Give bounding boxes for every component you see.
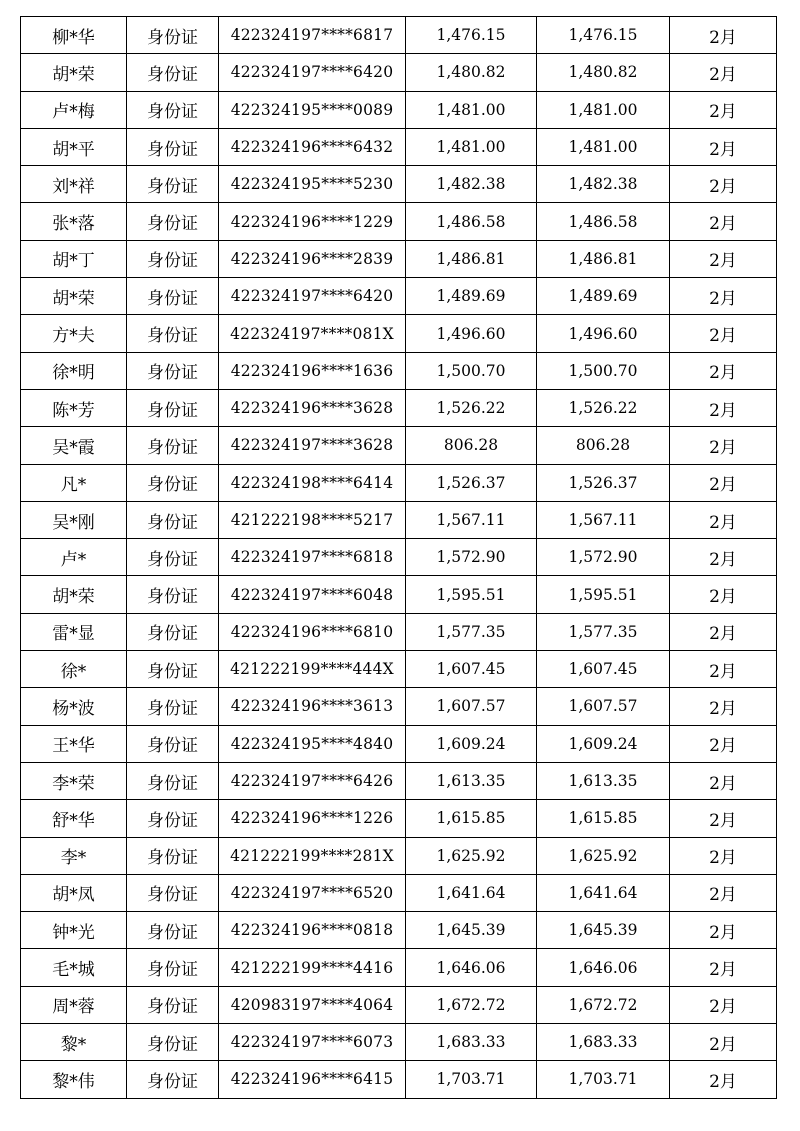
person-name-cell: 周*蓉: [21, 986, 127, 1023]
table-row: [21, 986, 777, 1023]
amount-cell: 1,482.38: [406, 166, 537, 203]
person-name-cell: 胡*平: [21, 128, 127, 165]
id-number-cell: 422324196****0818: [219, 912, 406, 949]
table-row: [21, 91, 777, 128]
id-number-cell: 422324198****6414: [219, 464, 406, 501]
person-name-cell: 李*: [21, 837, 127, 874]
person-name-cell: 刘*祥: [21, 166, 127, 203]
id-number-cell: 421222198****5217: [219, 501, 406, 538]
table-row: [21, 837, 777, 874]
person-name-cell: 卢*梅: [21, 91, 127, 128]
month-cell: 2月: [670, 837, 777, 874]
amount-paid-cell: 1,476.15: [537, 17, 670, 54]
amount-paid-cell: 1,481.00: [537, 128, 670, 165]
id-number-cell: 422324196****1636: [219, 352, 406, 389]
id-type-cell: 身份证: [127, 1024, 219, 1061]
amount-cell: 1,615.85: [406, 800, 537, 837]
id-type-cell: 身份证: [127, 576, 219, 613]
amount-cell: 1,476.15: [406, 17, 537, 54]
amount-cell: 1,625.92: [406, 837, 537, 874]
amount-paid-cell: 1,480.82: [537, 54, 670, 91]
id-type-cell: 身份证: [127, 1061, 219, 1098]
id-number-cell: 422324197****6420: [219, 54, 406, 91]
month-cell: 2月: [670, 128, 777, 165]
amount-cell: 1,646.06: [406, 949, 537, 986]
amount-paid-cell: 1,613.35: [537, 762, 670, 799]
amount-cell: 1,613.35: [406, 762, 537, 799]
id-type-cell: 身份证: [127, 203, 219, 240]
table-row: [21, 725, 777, 762]
person-name-cell: 李*荣: [21, 762, 127, 799]
amount-paid-cell: 1,486.81: [537, 240, 670, 277]
id-type-cell: 身份证: [127, 949, 219, 986]
month-cell: 2月: [670, 389, 777, 426]
amount-paid-cell: 1,500.70: [537, 352, 670, 389]
amount-paid-cell: 1,683.33: [537, 1024, 670, 1061]
person-name-cell: 吴*霞: [21, 427, 127, 464]
amount-paid-cell: 1,609.24: [537, 725, 670, 762]
person-name-cell: 黎*: [21, 1024, 127, 1061]
table-row: [21, 17, 777, 54]
id-number-cell: 422324197****081X: [219, 315, 406, 352]
amount-paid-cell: 1,526.22: [537, 389, 670, 426]
person-name-cell: 胡*凤: [21, 874, 127, 911]
id-number-cell: 422324197****6817: [219, 17, 406, 54]
id-number-cell: 422324196****3613: [219, 688, 406, 725]
amount-paid-cell: 1,645.39: [537, 912, 670, 949]
month-cell: 2月: [670, 17, 777, 54]
month-cell: 2月: [670, 949, 777, 986]
id-number-cell: 422324195****0089: [219, 91, 406, 128]
person-name-cell: 徐*明: [21, 352, 127, 389]
month-cell: 2月: [670, 800, 777, 837]
id-type-cell: 身份证: [127, 54, 219, 91]
amount-paid-cell: 1,646.06: [537, 949, 670, 986]
amount-cell: 1,609.24: [406, 725, 537, 762]
month-cell: 2月: [670, 576, 777, 613]
month-cell: 2月: [670, 427, 777, 464]
id-type-cell: 身份证: [127, 278, 219, 315]
amount-paid-cell: 1,615.85: [537, 800, 670, 837]
table-row: [21, 912, 777, 949]
amount-paid-cell: 1,489.69: [537, 278, 670, 315]
id-type-cell: 身份证: [127, 501, 219, 538]
month-cell: 2月: [670, 166, 777, 203]
amount-paid-cell: 1,496.60: [537, 315, 670, 352]
table-row: [21, 166, 777, 203]
person-name-cell: 雷*显: [21, 613, 127, 650]
id-number-cell: 422324196****6432: [219, 128, 406, 165]
id-number-cell: 422324197****6818: [219, 539, 406, 576]
amount-cell: 806.28: [406, 427, 537, 464]
amount-paid-cell: 806.28: [537, 427, 670, 464]
person-name-cell: 王*华: [21, 725, 127, 762]
id-type-cell: 身份证: [127, 874, 219, 911]
id-number-cell: 422324197****6520: [219, 874, 406, 911]
month-cell: 2月: [670, 912, 777, 949]
month-cell: 2月: [670, 725, 777, 762]
amount-paid-cell: 1,625.92: [537, 837, 670, 874]
id-number-cell: 420983197****4064: [219, 986, 406, 1023]
amount-cell: 1,481.00: [406, 128, 537, 165]
id-number-cell: 421222199****4416: [219, 949, 406, 986]
id-type-cell: 身份证: [127, 688, 219, 725]
id-type-cell: 身份证: [127, 464, 219, 501]
table-row: [21, 651, 777, 688]
id-number-cell: 422324196****1229: [219, 203, 406, 240]
id-type-cell: 身份证: [127, 352, 219, 389]
id-type-cell: 身份证: [127, 651, 219, 688]
amount-paid-cell: 1,481.00: [537, 91, 670, 128]
month-cell: 2月: [670, 613, 777, 650]
amount-cell: 1,703.71: [406, 1061, 537, 1098]
table-row: [21, 1061, 777, 1098]
id-number-cell: 422324196****2839: [219, 240, 406, 277]
person-name-cell: 卢*: [21, 539, 127, 576]
amount-paid-cell: 1,526.37: [537, 464, 670, 501]
month-cell: 2月: [670, 203, 777, 240]
month-cell: 2月: [670, 1024, 777, 1061]
amount-cell: 1,645.39: [406, 912, 537, 949]
month-cell: 2月: [670, 1061, 777, 1098]
amount-cell: 1,500.70: [406, 352, 537, 389]
table-row: [21, 800, 777, 837]
amount-paid-cell: 1,703.71: [537, 1061, 670, 1098]
id-number-cell: 422324197****6426: [219, 762, 406, 799]
month-cell: 2月: [670, 278, 777, 315]
id-type-cell: 身份证: [127, 539, 219, 576]
table-row: [21, 874, 777, 911]
id-type-cell: 身份证: [127, 986, 219, 1023]
id-type-cell: 身份证: [127, 613, 219, 650]
table-row: [21, 54, 777, 91]
id-number-cell: 422324197****6420: [219, 278, 406, 315]
amount-paid-cell: 1,607.45: [537, 651, 670, 688]
amount-cell: 1,607.57: [406, 688, 537, 725]
id-number-cell: 421222199****281X: [219, 837, 406, 874]
month-cell: 2月: [670, 651, 777, 688]
table-row: [21, 427, 777, 464]
id-type-cell: 身份证: [127, 91, 219, 128]
amount-cell: 1,489.69: [406, 278, 537, 315]
person-name-cell: 黎*伟: [21, 1061, 127, 1098]
person-name-cell: 凡*: [21, 464, 127, 501]
amount-paid-cell: 1,572.90: [537, 539, 670, 576]
id-number-cell: 421222199****444X: [219, 651, 406, 688]
amount-cell: 1,595.51: [406, 576, 537, 613]
amount-paid-cell: 1,567.11: [537, 501, 670, 538]
table-row: [21, 576, 777, 613]
person-name-cell: 胡*荣: [21, 278, 127, 315]
person-name-cell: 钟*光: [21, 912, 127, 949]
table-row: [21, 613, 777, 650]
table-row: [21, 240, 777, 277]
table-row: [21, 315, 777, 352]
id-type-cell: 身份证: [127, 725, 219, 762]
amount-paid-cell: 1,595.51: [537, 576, 670, 613]
id-number-cell: 422324196****1226: [219, 800, 406, 837]
amount-cell: 1,486.81: [406, 240, 537, 277]
month-cell: 2月: [670, 240, 777, 277]
id-type-cell: 身份证: [127, 240, 219, 277]
id-number-cell: 422324196****6415: [219, 1061, 406, 1098]
month-cell: 2月: [670, 762, 777, 799]
payment-roster-table: [20, 16, 777, 1099]
id-number-cell: 422324195****5230: [219, 166, 406, 203]
month-cell: 2月: [670, 539, 777, 576]
table-row: [21, 688, 777, 725]
month-cell: 2月: [670, 688, 777, 725]
table-row: [21, 128, 777, 165]
amount-paid-cell: 1,607.57: [537, 688, 670, 725]
amount-cell: 1,481.00: [406, 91, 537, 128]
amount-cell: 1,683.33: [406, 1024, 537, 1061]
table-row: [21, 1024, 777, 1061]
amount-paid-cell: 1,482.38: [537, 166, 670, 203]
month-cell: 2月: [670, 501, 777, 538]
id-number-cell: 422324197****6048: [219, 576, 406, 613]
person-name-cell: 柳*华: [21, 17, 127, 54]
id-type-cell: 身份证: [127, 166, 219, 203]
month-cell: 2月: [670, 464, 777, 501]
id-number-cell: 422324195****4840: [219, 725, 406, 762]
table-row: [21, 762, 777, 799]
table-row: [21, 278, 777, 315]
id-type-cell: 身份证: [127, 389, 219, 426]
amount-cell: 1,572.90: [406, 539, 537, 576]
id-type-cell: 身份证: [127, 912, 219, 949]
id-type-cell: 身份证: [127, 128, 219, 165]
id-type-cell: 身份证: [127, 837, 219, 874]
person-name-cell: 徐*: [21, 651, 127, 688]
amount-cell: 1,496.60: [406, 315, 537, 352]
amount-cell: 1,641.64: [406, 874, 537, 911]
amount-cell: 1,577.35: [406, 613, 537, 650]
month-cell: 2月: [670, 352, 777, 389]
person-name-cell: 胡*荣: [21, 54, 127, 91]
id-type-cell: 身份证: [127, 800, 219, 837]
id-number-cell: 422324197****6073: [219, 1024, 406, 1061]
id-type-cell: 身份证: [127, 427, 219, 464]
month-cell: 2月: [670, 874, 777, 911]
table-row: [21, 389, 777, 426]
month-cell: 2月: [670, 986, 777, 1023]
person-name-cell: 胡*丁: [21, 240, 127, 277]
amount-cell: 1,486.58: [406, 203, 537, 240]
month-cell: 2月: [670, 315, 777, 352]
person-name-cell: 张*落: [21, 203, 127, 240]
payment-roster-body: [21, 17, 777, 1099]
id-type-cell: 身份证: [127, 315, 219, 352]
id-number-cell: 422324196****3628: [219, 389, 406, 426]
table-row: [21, 352, 777, 389]
amount-paid-cell: 1,486.58: [537, 203, 670, 240]
person-name-cell: 杨*波: [21, 688, 127, 725]
person-name-cell: 吴*刚: [21, 501, 127, 538]
amount-cell: 1,526.22: [406, 389, 537, 426]
person-name-cell: 陈*芳: [21, 389, 127, 426]
table-row: [21, 501, 777, 538]
id-type-cell: 身份证: [127, 762, 219, 799]
id-type-cell: 身份证: [127, 17, 219, 54]
person-name-cell: 舒*华: [21, 800, 127, 837]
amount-cell: 1,672.72: [406, 986, 537, 1023]
amount-cell: 1,567.11: [406, 501, 537, 538]
month-cell: 2月: [670, 54, 777, 91]
id-number-cell: 422324196****6810: [219, 613, 406, 650]
amount-paid-cell: 1,577.35: [537, 613, 670, 650]
table-row: [21, 949, 777, 986]
amount-cell: 1,480.82: [406, 54, 537, 91]
table-row: [21, 464, 777, 501]
amount-cell: 1,607.45: [406, 651, 537, 688]
person-name-cell: 方*夫: [21, 315, 127, 352]
person-name-cell: 胡*荣: [21, 576, 127, 613]
id-number-cell: 422324197****3628: [219, 427, 406, 464]
person-name-cell: 毛*城: [21, 949, 127, 986]
table-row: [21, 539, 777, 576]
amount-paid-cell: 1,641.64: [537, 874, 670, 911]
amount-paid-cell: 1,672.72: [537, 986, 670, 1023]
month-cell: 2月: [670, 91, 777, 128]
table-row: [21, 203, 777, 240]
amount-cell: 1,526.37: [406, 464, 537, 501]
